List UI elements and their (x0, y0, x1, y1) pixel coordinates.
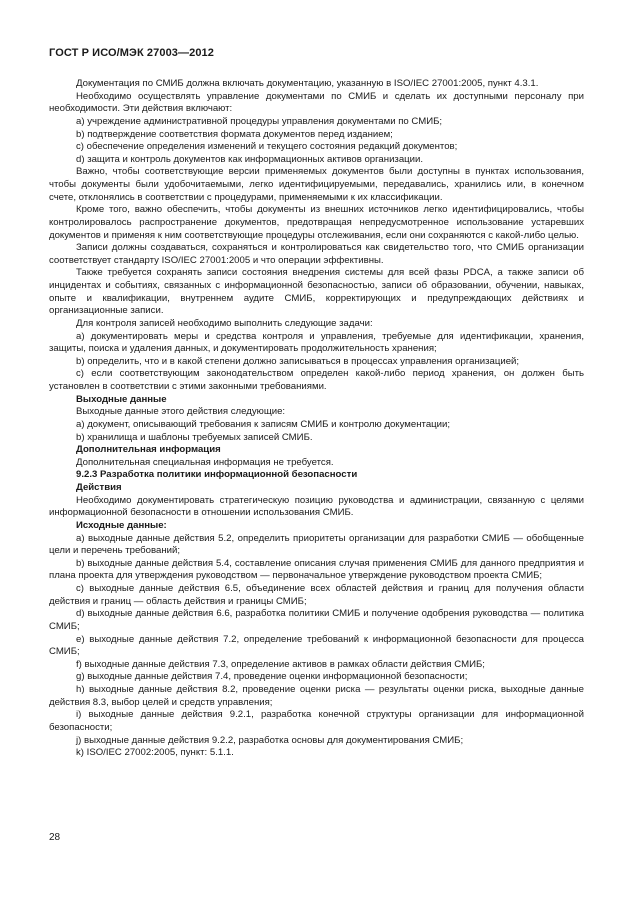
paragraph: Для контроля записей необходимо выполнить следующие задачи: (76, 317, 373, 329)
paragraph: c) обеспечение определения изменений и текущего состояния редакций документов; (76, 141, 458, 153)
paragraph: k) ISO/IEC 27002:2005, пункт: 5.1.1. (76, 747, 234, 759)
section-heading: Действия (76, 482, 122, 493)
section-heading: 9.2.3 Разработка политики информационной безопасности (76, 469, 358, 481)
paragraph: Документация по СМИБ должна включать документацию, указанную в ISO/IEC 27001:2005, пункт 4.3.1. (76, 78, 539, 89)
paragraph: b) определить, что и в какой степени должно записываться в процессах управления организацией; (76, 355, 520, 367)
paragraph: e) выходные данные действия 7.2, определение требований к информационной безопасности для процесса СМИБ; (49, 633, 584, 658)
paragraph: f) выходные данные действия 7.3, определение активов в рамках области действия СМИБ; (76, 658, 485, 670)
paragraph: Также требуется сохранять записи состояния внедрения системы для всей фазы PDCA, а также записи об инцидентах и событиях, связанных с информационной безопасностью, записи об образовании, обучении, навыках, опыте и квалификации, внутреннем аудите СМИБ, корректирующих и предупреждающих действиях и организационные записи. (49, 267, 584, 317)
paragraph: a) учреждение административной процедуры управления документами по СМИБ; (76, 115, 443, 127)
paragraph: b) подтверждение соответствия формата документов перед изданием; (76, 128, 393, 140)
paragraph: h) выходные данные действия 8.2, проведение оценки риска — результаты оценки риска, выходные данные действия 8.3, выбор целей и средств управления; (49, 684, 584, 708)
paragraph: Записи должны создаваться, сохраняться и контролироваться как свидетельство того, что СМИБ организации соответствует стандарту ISO/IEC 27001:2005 и что операции эффективны. (49, 242, 584, 266)
paragraph: Кроме того, важно обеспечить, чтобы документы из внешних источников легко идентифицировались, чтобы контролировалось распространение документов, предотвращая непредусмотренное использование устаревших документов и применяя к ним соответствующие процедуры отслеживания, если они сохраняются с какой-либо целью. (49, 204, 584, 241)
paragraph: c) выходные данные действия 6.5, объединение всех областей действия и границ для получения области действия и границ — область действия и границы СМИБ; (49, 583, 584, 607)
paragraph: i) выходные данные действия 9.2.1, разработка конечной структуры организации для информационной безопасности; (49, 709, 584, 733)
paragraph: d) выходные данные действия 6.6, разработка политики СМИБ и получение одобрения руководства — политика СМИБ; (49, 608, 584, 632)
paragraph: Дополнительная специальная информация не требуется. (76, 456, 334, 468)
paragraph: d) защита и контроль документов как информационных активов организации. (76, 153, 424, 165)
section-heading: Исходные данные: (76, 519, 167, 531)
paragraph: Необходимо документировать стратегическую позицию руководства и администрации, связанную с целями информационной безопасности в отношении использования СМИБ. (49, 494, 584, 519)
paragraph: c) если соответствующим законодательством определен какой-либо период хранения, он должен быть установлен в соответствии с этими законными требованиями. (49, 368, 584, 392)
paragraph: Выходные данные этого действия следующие: (76, 406, 286, 418)
paragraph: Важно, чтобы соответствующие версии применяемых документов были доступны в пунктах использования, чтобы документы были удобочитаемыми, легко идентифицируемыми, передавались, хранились или, в конечном счете, отклонялись в соответствии с процедурами, применяемыми к их классификации. (49, 166, 584, 203)
paragraph: g) выходные данные действия 7.4, проведение оценки информационной безопасности; (76, 671, 468, 683)
paragraph: Необходимо осуществлять управление документами по СМИБ и сделать их доступными персоналу при необходимости. Эти действия включают: (49, 90, 584, 115)
page-number: 28 (49, 832, 61, 843)
document-body (49, 78, 584, 760)
paragraph: a) документ, описывающий требования к записям СМИБ и контролю документации; (76, 418, 451, 430)
paragraph: a) выходные данные действия 5.2, определить приоритеты организации для разработки СМИБ — обобщенные цели и перечень требований; (49, 532, 584, 557)
paragraph: b) выходные данные действия 5.4, составление описания случая применения СМИБ для данного предприятия и плана проекта для утверждения руководством — первоначальное утверждение руководством проекта СМИБ; (49, 557, 584, 582)
standard-header: ГОСТ Р ИСО/МЭК 27003—2012 (49, 47, 214, 59)
paragraph: j) выходные данные действия 9.2.2, разработка основы для документирования СМИБ; (76, 734, 464, 746)
section-heading: Выходные данные (76, 393, 167, 405)
paragraph: a) документировать меры и средства контроля и управления, требуемые для идентификации, хранения, защиты, поиска и удаления данных, и документировать продолжительность хранения; (49, 330, 584, 355)
section-heading: Дополнительная информация (76, 444, 221, 456)
paragraph: b) хранилища и шаблоны требуемых записей СМИБ. (76, 431, 313, 443)
